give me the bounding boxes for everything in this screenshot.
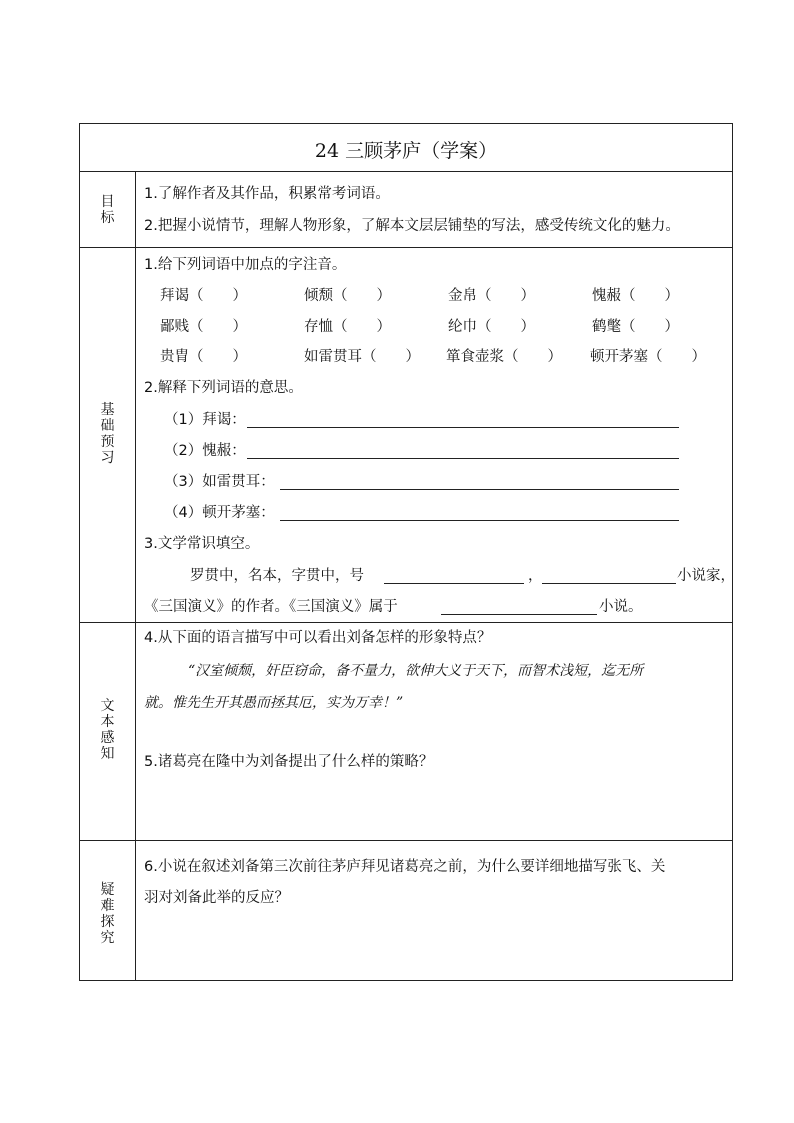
fill-text: ， [528,568,543,584]
pinyin-word: 金帛（ ） [448,288,535,304]
worksheet-table [79,123,733,981]
pinyin-word: 贵胄（ ） [160,349,247,365]
pinyin-word: 鹤氅（ ） [592,319,679,335]
fill-text: 小说家， [677,568,735,584]
goal-item: 1.了解作者及其作品，积累常考词语。 [144,186,390,202]
question-6: 6.小说在叙述刘备第三次前往茅庐拜见诸葛亮之前，为什么要详细地描写张飞、关 [144,859,666,875]
row-divider [80,171,732,172]
fill-text: 《三国演义》的作者。《三国演义》属于 [144,599,398,615]
section-label-goals: 目 标 [100,194,115,226]
fill-blank [542,583,676,584]
page-title: 24 三顾茅庐（学案） [314,140,498,162]
question-1: 1.给下列词语中加点的字注音。 [144,257,347,273]
pinyin-word: 倾颓（ ） [304,288,391,304]
pinyin-word: 箪食壶浆（ ） [446,349,562,365]
row-divider [80,247,732,248]
fill-blank [441,614,597,615]
pinyin-word: 纶巾（ ） [448,319,535,335]
answer-line [280,520,679,521]
definition-label: （2）愧赧： [164,443,246,459]
quote-text: “汉室倾颓，奸臣窃命，备不量力，欲伸大义于天下，而智术浅短，迄无所 [188,663,644,679]
definition-label: （3）如雷贯耳： [164,474,275,490]
question-3: 3.文学常识填空。 [144,536,260,552]
definition-label: （4）顿开茅塞： [164,505,275,521]
section-label-perception: 文 本 感 知 [100,698,115,762]
answer-line [280,489,679,490]
fill-text: 罗贯中，名本，字贯中，号 [190,568,364,584]
answer-line [247,427,679,428]
quote-text: 就。惟先生开其愚而拯其厄，实为万幸！” [144,695,404,711]
question-4: 4.从下面的语言描写中可以看出刘备怎样的形象特点？ [144,630,492,646]
section-label-preview: 基 础 预 习 [100,402,115,466]
column-divider [135,171,136,981]
row-divider [80,840,732,841]
answer-line [247,458,679,459]
pinyin-word: 存恤（ ） [304,319,391,335]
definition-label: （1）拜谒： [164,412,246,428]
pinyin-word: 顿开茅塞（ ） [590,349,706,365]
question-6: 羽对刘备此举的反应？ [144,890,289,906]
pinyin-word: 拜谒（ ） [160,288,247,304]
goal-item: 2.把握小说情节，理解人物形象，了解本文层层铺垫的写法，感受传统文化的魅力。 [144,218,680,234]
section-label-inquiry: 疑 难 探 究 [100,882,115,946]
pinyin-word: 如雷贯耳（ ） [304,349,420,365]
row-divider [80,622,732,623]
fill-text: 小说。 [599,599,643,615]
question-2: 2.解释下列词语的意思。 [144,380,303,396]
pinyin-word: 鄙贱（ ） [160,319,247,335]
pinyin-word: 愧赧（ ） [592,288,679,304]
question-5: 5.诸葛亮在隆中为刘备提出了什么样的策略？ [144,754,434,770]
fill-blank [384,583,524,584]
